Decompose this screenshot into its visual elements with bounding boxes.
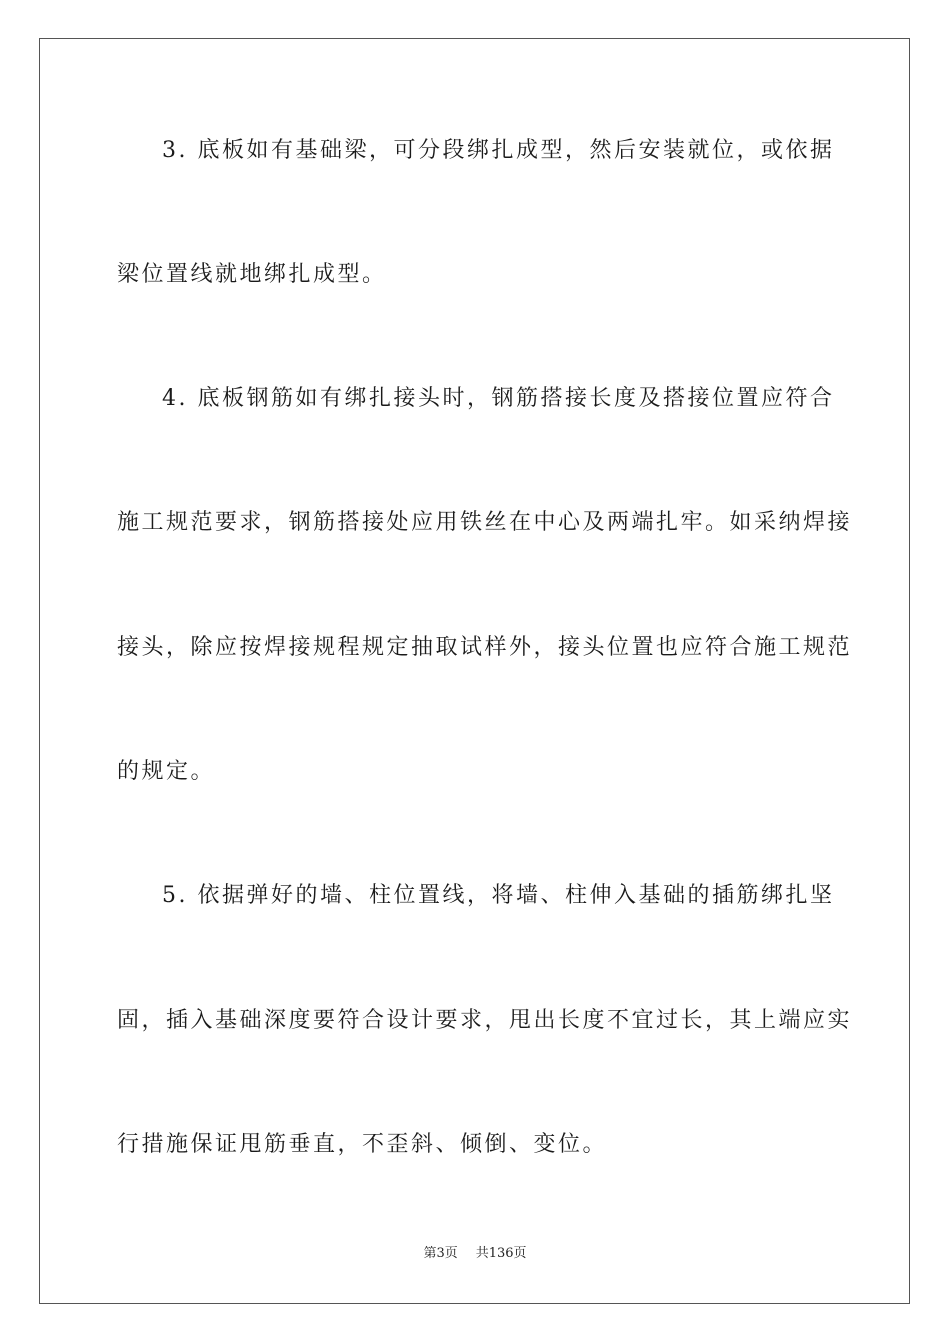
page-total: 共136页 <box>475 1246 527 1261</box>
paragraph-3-line-1: 3. 底板如有基础梁，可分段绑扎成型，然后安装就位，或依据 <box>162 138 835 163</box>
paragraph-4-line-4: 的规定。 <box>117 759 216 784</box>
paragraph-4-line-1: 4. 底板钢筋如有绑扎接头时，钢筋搭接长度及搭接位置应符合 <box>162 386 835 411</box>
page-footer <box>0 1245 950 1263</box>
paragraph-3-line-2: 梁位置线就地绑扎成型。 <box>117 262 387 287</box>
paragraph-5-line-1: 5. 依据弹好的墙、柱位置线，将墙、柱伸入基础的插筋绑扎坚 <box>162 883 835 908</box>
paragraph-4-line-2: 施工规范要求，钢筋搭接处应用铁丝在中心及两端扎牢。如采纳焊接 <box>117 510 853 535</box>
paragraph-4-line-3: 接头，除应按焊接规程规定抽取试样外，接头位置也应符合施工规范 <box>117 635 853 660</box>
page-number: 第3页 <box>423 1246 458 1261</box>
page-frame <box>39 38 910 1304</box>
paragraph-5-line-2: 固，插入基础深度要符合设计要求，甩出长度不宜过长，其上端应实 <box>117 1008 853 1033</box>
paragraph-5-line-3: 行措施保证甩筋垂直，不歪斜、倾倒、变位。 <box>117 1132 608 1157</box>
